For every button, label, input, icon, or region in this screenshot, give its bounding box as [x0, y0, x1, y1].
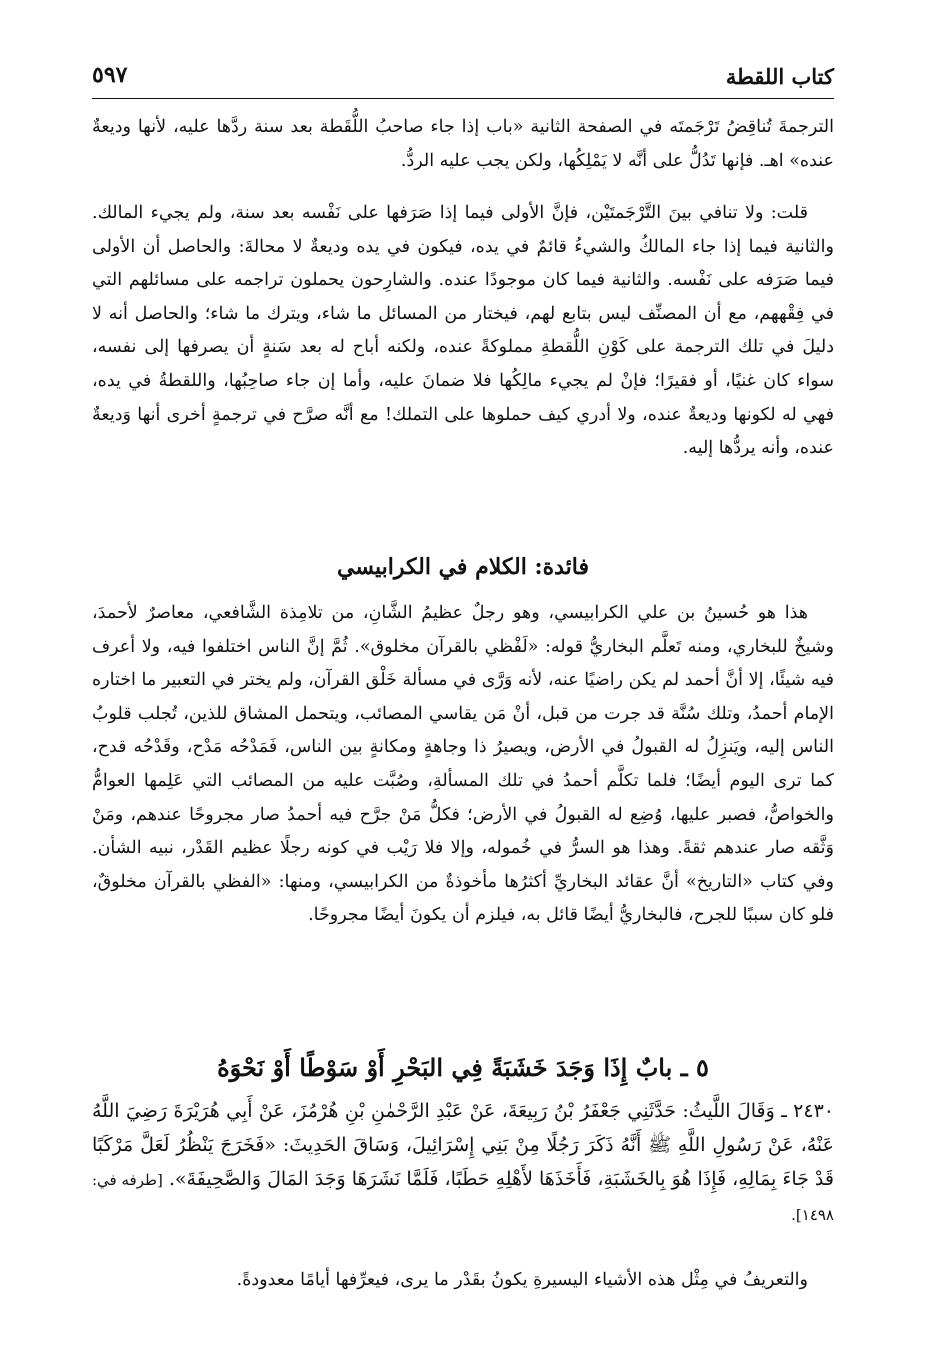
page-header	[92, 58, 834, 99]
faida-heading: فائدة: الكلام في الكرابيسي	[336, 554, 590, 580]
page-number: ٥٩٧	[92, 62, 128, 88]
paragraph-translation-conflict: الترجمةَ تُناقِضُ تَرْجَمتَه في الصفحة الثانية «باب إذا جاء صاحبُ اللُّقَطة بعد سنة ردَّها عليه، لأنها وديعةٌ عنده» اهـ. فإنها تَدُلُّ على أنَّه لا يَمْلِكُها، ولكن يجب عليه الردُّ.	[92, 117, 834, 171]
hadith-text	[92, 1094, 834, 1232]
paragraph-karabisi: هذا هو حُسينُ بن علي الكرابيسي، وهو رجلٌ عظيمُ الشَّانِ، من تلامِذة الشَّافعي، معاصرٌ لأحمدَ، وشيخٌ للبخاري، ومنه تَعلَّم البخاريُّ قوله: «لَفْظي بالقرآن مخلوق». ثُمَّ إنَّ الناس اختلفوا فيه، ولا أعرف فيه شيئًا، إلا أنَّ أحمد لم يكن راضيًا عنه، لأنه وَرَّى في مسألة خَلْق القرآن، ولم يختر في التعبير ما اختاره الإمام أحمدُ، وتلك سُنَّة قد جرت من قبل، أنْ مَن يقاسي المصائب، ويتحمل المشاق للذين، تُجلب قلوبُ الناس إليه، ويَنزِلُ له القبولُ في الأرض، ويصيرُ ذا وجاهةٍ ومكانةٍ بين الناس، فَمَدْحُه مَدْح، وقَدْحُه قدح، كما ترى اليوم أيضًا؛ فلما تكلَّم أحمدُ في تلك المسألةِ، وصُبَّت عليه من المصائب التي عَلِمها العوامُّ والخواصُّ، فصبر عليها، وُضِع له القبولُ في الأرض؛ فكلُّ مَنْ جرَّح فيه أحمدُ صار مجروحًا عندهم، ومَنْ وَثَّقه صار عندهم ثقةً. وهذا هو السرُّ في خُموله، وإلا فلا رَيْب في كونه رجلًا عظيم القَدْر، نبيه الشأن. وفي كتاب «التاريخ» أنَّ عقائد البخاريِّ أكثرُها مأخوذةٌ من الكرابيسي، ومنها: «الفظي بالقرآن مخلوقٌ، فلو كان سببًا للجرح، فالبخاريُّ أيضًا قائل به، فيلزم أن يكونَ أيضًا مجروحًا.	[92, 603, 834, 926]
paragraph-tarif: والتعريفُ في مِثْل هذه الأشياء اليسيرةِ يكونُ بقَدْر ما يرى، فيعرِّفها أيامًا معدودةً.	[236, 1270, 808, 1290]
hadith-reference: [طرفه في: ١٤٩٨].	[92, 1171, 834, 1224]
paragraph-qultu-reconciliation: قلت: ولا تنافي بينَ التَّرْجَمتَيْن، فإنَّ الأولى فيما إذا صَرَفها على نَفْسه بعد سنة، ولم يجيء المالك. والثانية فيما إذا جاء المالكُ والشيءُ قائمٌ في يده، فيكون في يده وديعةٌ لا محالةَ: والحاصل أن الأولى فيما صَرَفه على نَفْسه. والثانية فيما كان موجودًا عنده. والشارِحون يحملون تراجمه على مسائلهم التي في فِقْههم، مع أن المصنِّف ليس بتابع لهم، فيختار من المسائل ما شاء، ويترك ما شاء؛ والحاصل أنه لا دليلَ في تلك الترجمة على كَوْنِ اللُّقطةِ مملوكةً عنده، ولكنه أباح له بعد سَنةٍ أن يصرفها إلى نفسه، سواء كان غنيًا، أو فقيرًا؛ فإنْ لم يجيء مالِكُها فلا ضمانَ عليه، وأما إن جاء صاحِبُها، واللقطةُ في يده، فهي له لكونها وديعةٌ عنده، ولا أدري كيف حملوها على التملك! مع أنَّه صرَّح في ترجمةٍ أخرى أنها وَديعةٌ عنده، وأنه يردُّها إليه.	[92, 203, 834, 459]
hadith-body: ٢٤٣٠ ـ وَقَالَ اللَّيثُ: حَدَّثَنِي جَعْفَرُ بْنُ رَبِيعَةَ، عَنْ عَبْدِ الرَّحْمٰنِ بْنِ هُرْمُزَ، عَنْ أَبِي هُرَيْرَةَ رَضِيَ اللَّهُ عَنْهُ، عَنْ رَسُولِ اللَّهِ ﷺ أَنَّهُ ذَكَرَ رَجُلًا مِنْ بَنِي إِسْرَائِيلَ، وَسَاقَ الحَدِيثَ: «فَخَرَجَ يَنْظُرُ لَعَلَّ مَرْكَبًا قَدْ جَاءَ بِمَالِهِ، فَإِذَا هُوَ بِالخَشَبَةِ، فَأَخَذَهَا لأَهْلِهِ حَطَبًا، فَلَمَّا نَشَرَهَا وَجَدَ المَالَ وَالصَّحِيفَةَ».	[92, 1100, 834, 1190]
chapter-heading: ٥ ـ بابٌ إِذَا وَجَدَ خَشَبَةً فِي البَحْرِ أَوْ سَوْطًا أَوْ نَحْوَهُ	[217, 1053, 709, 1082]
running-title: كتاب اللقطة	[725, 64, 834, 89]
